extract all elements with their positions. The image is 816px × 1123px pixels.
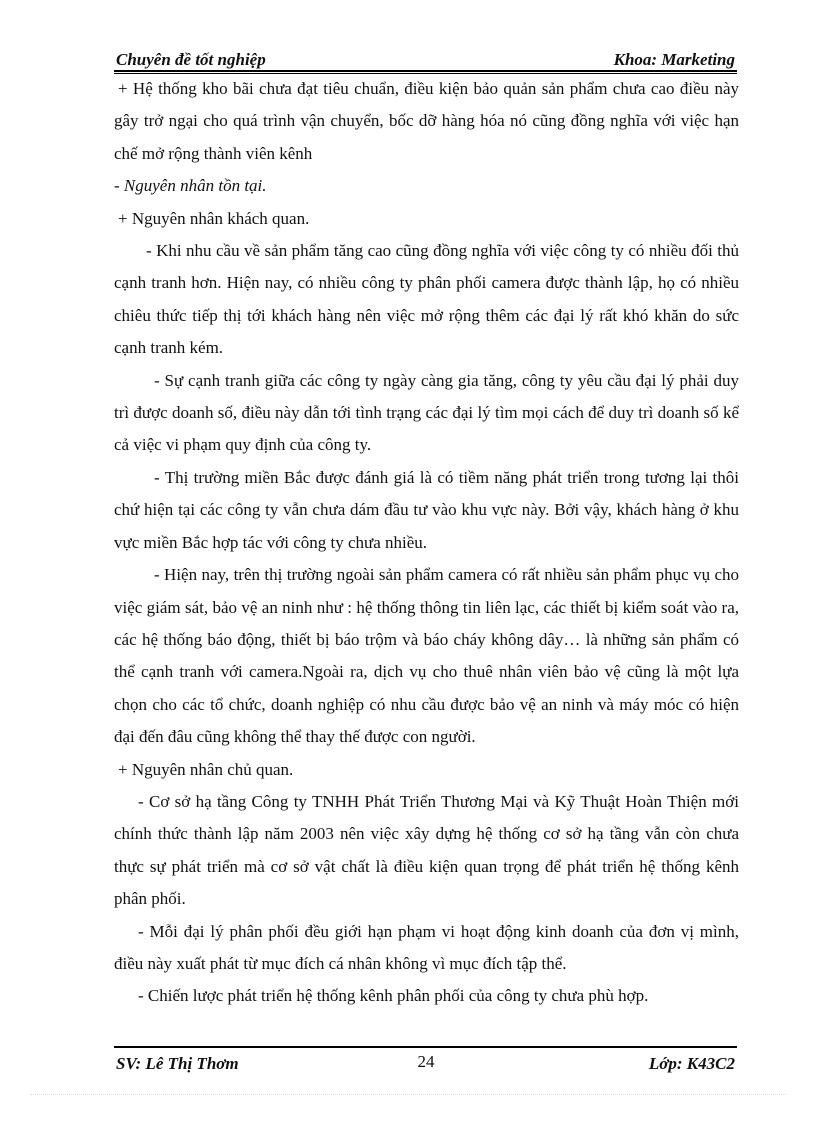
footer-student-name: SV: Lê Thị Thơm [116, 1054, 239, 1073]
paragraph-infrastructure: - Cơ sở hạ tầng Công ty TNHH Phát Triển Thương Mại và Kỹ Thuật Hoàn Thiện mới chính thức thành lập năm 2003 nên việc xây dựng hệ thống cơ sở hạ tầng vẫn còn chưa thực sự phát triển mà cơ sở vật chất là điều kiện quan trọng để phát triển hệ thống kênh phân phối. [114, 791, 739, 909]
header-faculty: Khoa: Marketing [613, 50, 735, 69]
page-header [114, 48, 737, 72]
footer-divider [114, 1046, 737, 1048]
footer-class: Lớp: K43C2 [648, 1054, 735, 1073]
paragraph-objective-causes-heading: + Nguyên nhân khách quan. [118, 208, 310, 228]
paragraph-competition-sales: - Sự cạnh tranh giữa các công ty ngày càng gia tăng, công ty yêu cầu đại lý phải duy trì được doanh số, điều này dẫn tới tình trạng các đại lý tìm mọi cách để duy trì doanh số kể cả việc vi phạm quy định của công ty. [114, 370, 739, 455]
paragraph-northern-market: - Thị trường miền Bắc được đánh giá là có tiềm năng phát triển trong tương lại thôi chứ hiện tại các công ty vẫn chưa dám đầu tư vào khu vực này. Bởi vậy, khách hàng ở khu vực miền Bắc hợp tác với công ty chưa nhiều. [114, 467, 739, 552]
paragraph-warehouse: + Hệ thống kho bãi chưa đạt tiêu chuẩn, điều kiện bảo quản sản phẩm chưa cao điều này gây trở ngại cho quá trình vận chuyển, bốc dỡ hàng hóa nó cũng đồng nghĩa với việc hạn chế mở rộng thành viên kênh [114, 79, 739, 163]
paragraph-substitute-products: - Hiện nay, trên thị trường ngoài sản phẩm camera có rất nhiều sản phẩm phục vụ cho việc giám sát, bảo vệ an ninh như : hệ thống thông tin liên lạc, các thiết bị kiểm soát vào ra, các hệ thống báo động, thiết bị báo trộm và báo cháy không dây… là những sản phẩm có thể cạnh tranh với camera.Ngoài ra, dịch vụ cho thuê nhân viên bảo vệ cũng là một lựa chọn cho các tổ chức, doanh nghiệp có nhu cầu được bảo vệ an ninh và máy móc có hiện đại đến đâu cũng không thể thay thế được con người. [114, 565, 739, 747]
document-body [114, 73, 739, 1013]
page-number: 24 [417, 1052, 435, 1071]
paragraph-agent-scope: - Mỗi đại lý phân phối đều giới hạn phạm vi hoạt động kinh doanh của đơn vị mình, điều này xuất phát từ mục đích cá nhân không vì mục đích tập thể. [114, 921, 739, 973]
paragraph-subjective-causes-heading: + Nguyên nhân chủ quan. [118, 759, 294, 779]
header-course-title: Chuyên đề tốt nghiệp [116, 50, 266, 69]
page-bottom-guide [30, 1094, 786, 1095]
paragraph-strategy: - Chiến lược phát triển hệ thống kênh phân phối của công ty chưa phù hợp. [138, 986, 649, 1006]
paragraph-causes-heading: - Nguyên nhân tồn tại. [114, 176, 267, 196]
paragraph-competition-demand: - Khi nhu cầu về sản phẩm tăng cao cũng đồng nghĩa với việc công ty có nhiều đối thủ cạnh tranh hơn. Hiện nay, có nhiều công ty phân phối camera được thành lập, họ có nhiều chiêu thức tiếp thị tới khách hàng nên việc mở rộng thêm các đại lý rất khó khăn do sức cạnh tranh kém. [114, 241, 739, 358]
page-footer [114, 1054, 737, 1078]
